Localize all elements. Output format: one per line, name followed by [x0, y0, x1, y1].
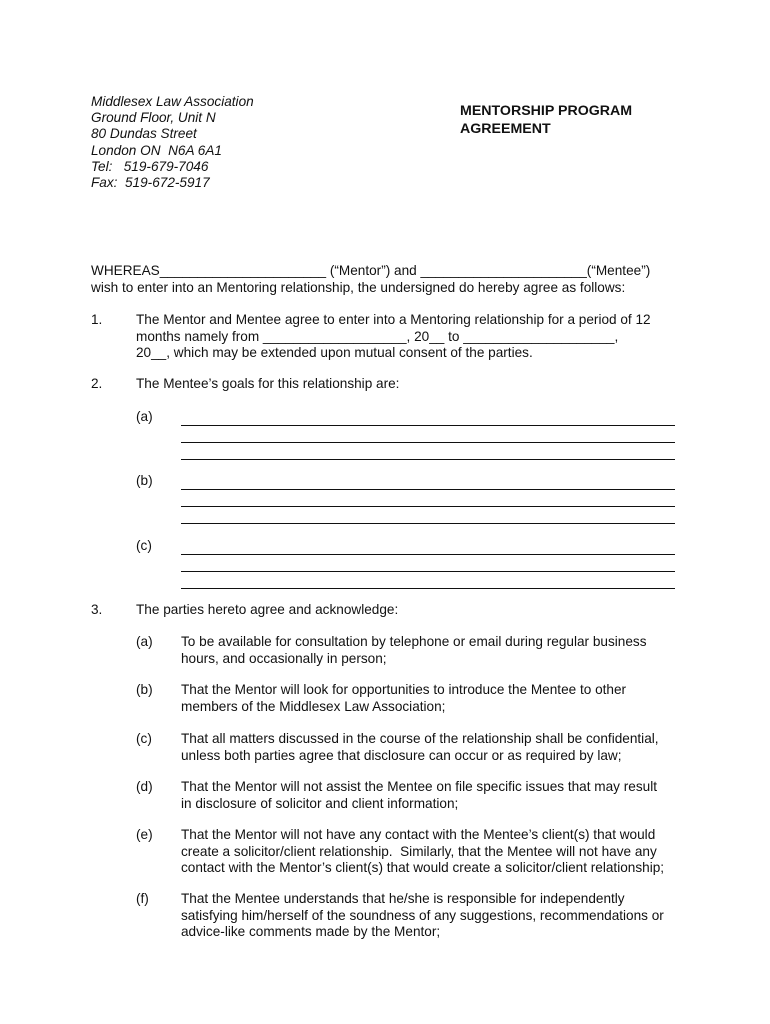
clause-line: months namely from ___________________, 20__ to ____________________, [136, 328, 619, 344]
goal-label: (a) [136, 409, 153, 424]
clause-number: 3. [91, 602, 103, 617]
clause-intro: The parties hereto agree and acknowledge: [136, 602, 399, 617]
goal-b-blank[interactable] [181, 473, 675, 524]
goal-label: (c) [136, 538, 152, 553]
item-line: That the Mentor will look for opportunities to introduce the Mentee to other [181, 682, 627, 697]
item-line: That the Mentor will not assist the Mentee on file specific issues that may result [181, 779, 657, 794]
item-line: members of the Middlesex Law Association; [181, 698, 446, 714]
whereas-recital [91, 263, 687, 296]
letterhead-line: Middlesex Law Association [91, 94, 254, 109]
letterhead-fax: Fax: 519-672-5917 [91, 175, 210, 191]
item-line: That all matters discussed in the course of the relationship shall be confidential, [181, 731, 659, 746]
item-line: contact with the Mentor’s client(s) that would create a solicitor/client relationship; [181, 860, 665, 875]
item-line: in disclosure of solicitor and client information; [181, 795, 459, 811]
item-label: (f) [136, 891, 149, 906]
item-line: hours, and occasionally in person; [181, 650, 387, 666]
letterhead-line: 80 Dundas Street [91, 126, 197, 142]
goal-label: (b) [136, 473, 153, 488]
clause-body [136, 312, 681, 362]
whereas-line: wish to enter into an Mentoring relationship, the undersigned do hereby agree as follows: [91, 279, 626, 295]
item-line: That the Mentee understands that he/she is responsible for independently [181, 891, 625, 906]
goal-a-blank[interactable] [181, 409, 675, 460]
clause-line: The Mentor and Mentee agree to enter into a Mentoring relationship for a period of 12 [136, 312, 651, 327]
letterhead-phone: Tel: 519-679-7046 [91, 158, 209, 174]
letterhead-line: London ON N6A 6A1 [91, 142, 222, 158]
item-label: (b) [136, 682, 153, 697]
document-title [460, 102, 632, 138]
goal-c-blank[interactable] [181, 538, 675, 589]
item-line: satisfying him/herself of the soundness of any suggestions, recommendations or [181, 907, 664, 923]
item-label: (c) [136, 731, 152, 746]
letterhead-address [91, 94, 254, 191]
item-line: create a solicitor/client relationship. Similarly, that the Mentee will not have any [181, 843, 657, 859]
item-label: (e) [136, 827, 153, 842]
clause-line: 20__, which may be extended upon mutual consent of the parties. [136, 345, 533, 360]
clause-intro: The Mentee’s goals for this relationship are: [136, 376, 400, 391]
clause-number: 2. [91, 376, 103, 391]
item-line: To be available for consultation by telephone or email during regular business [181, 634, 647, 649]
item-line: That the Mentor will not have any contact with the Mentee’s client(s) that would [181, 827, 656, 842]
title-line: MENTORSHIP PROGRAM [460, 103, 633, 119]
item-line: advice-like comments made by the Mentor; [181, 924, 441, 939]
clause-number: 1. [91, 312, 103, 327]
title-line: AGREEMENT [460, 121, 551, 137]
item-label: (d) [136, 779, 153, 794]
letterhead-line: Ground Floor, Unit N [91, 110, 216, 126]
item-line: unless both parties agree that disclosure can occur or as required by law; [181, 747, 622, 763]
item-label: (a) [136, 634, 153, 649]
whereas-line: WHEREAS______________________ (“Mentor”) and ______________________(“Mentee”) [91, 263, 651, 278]
